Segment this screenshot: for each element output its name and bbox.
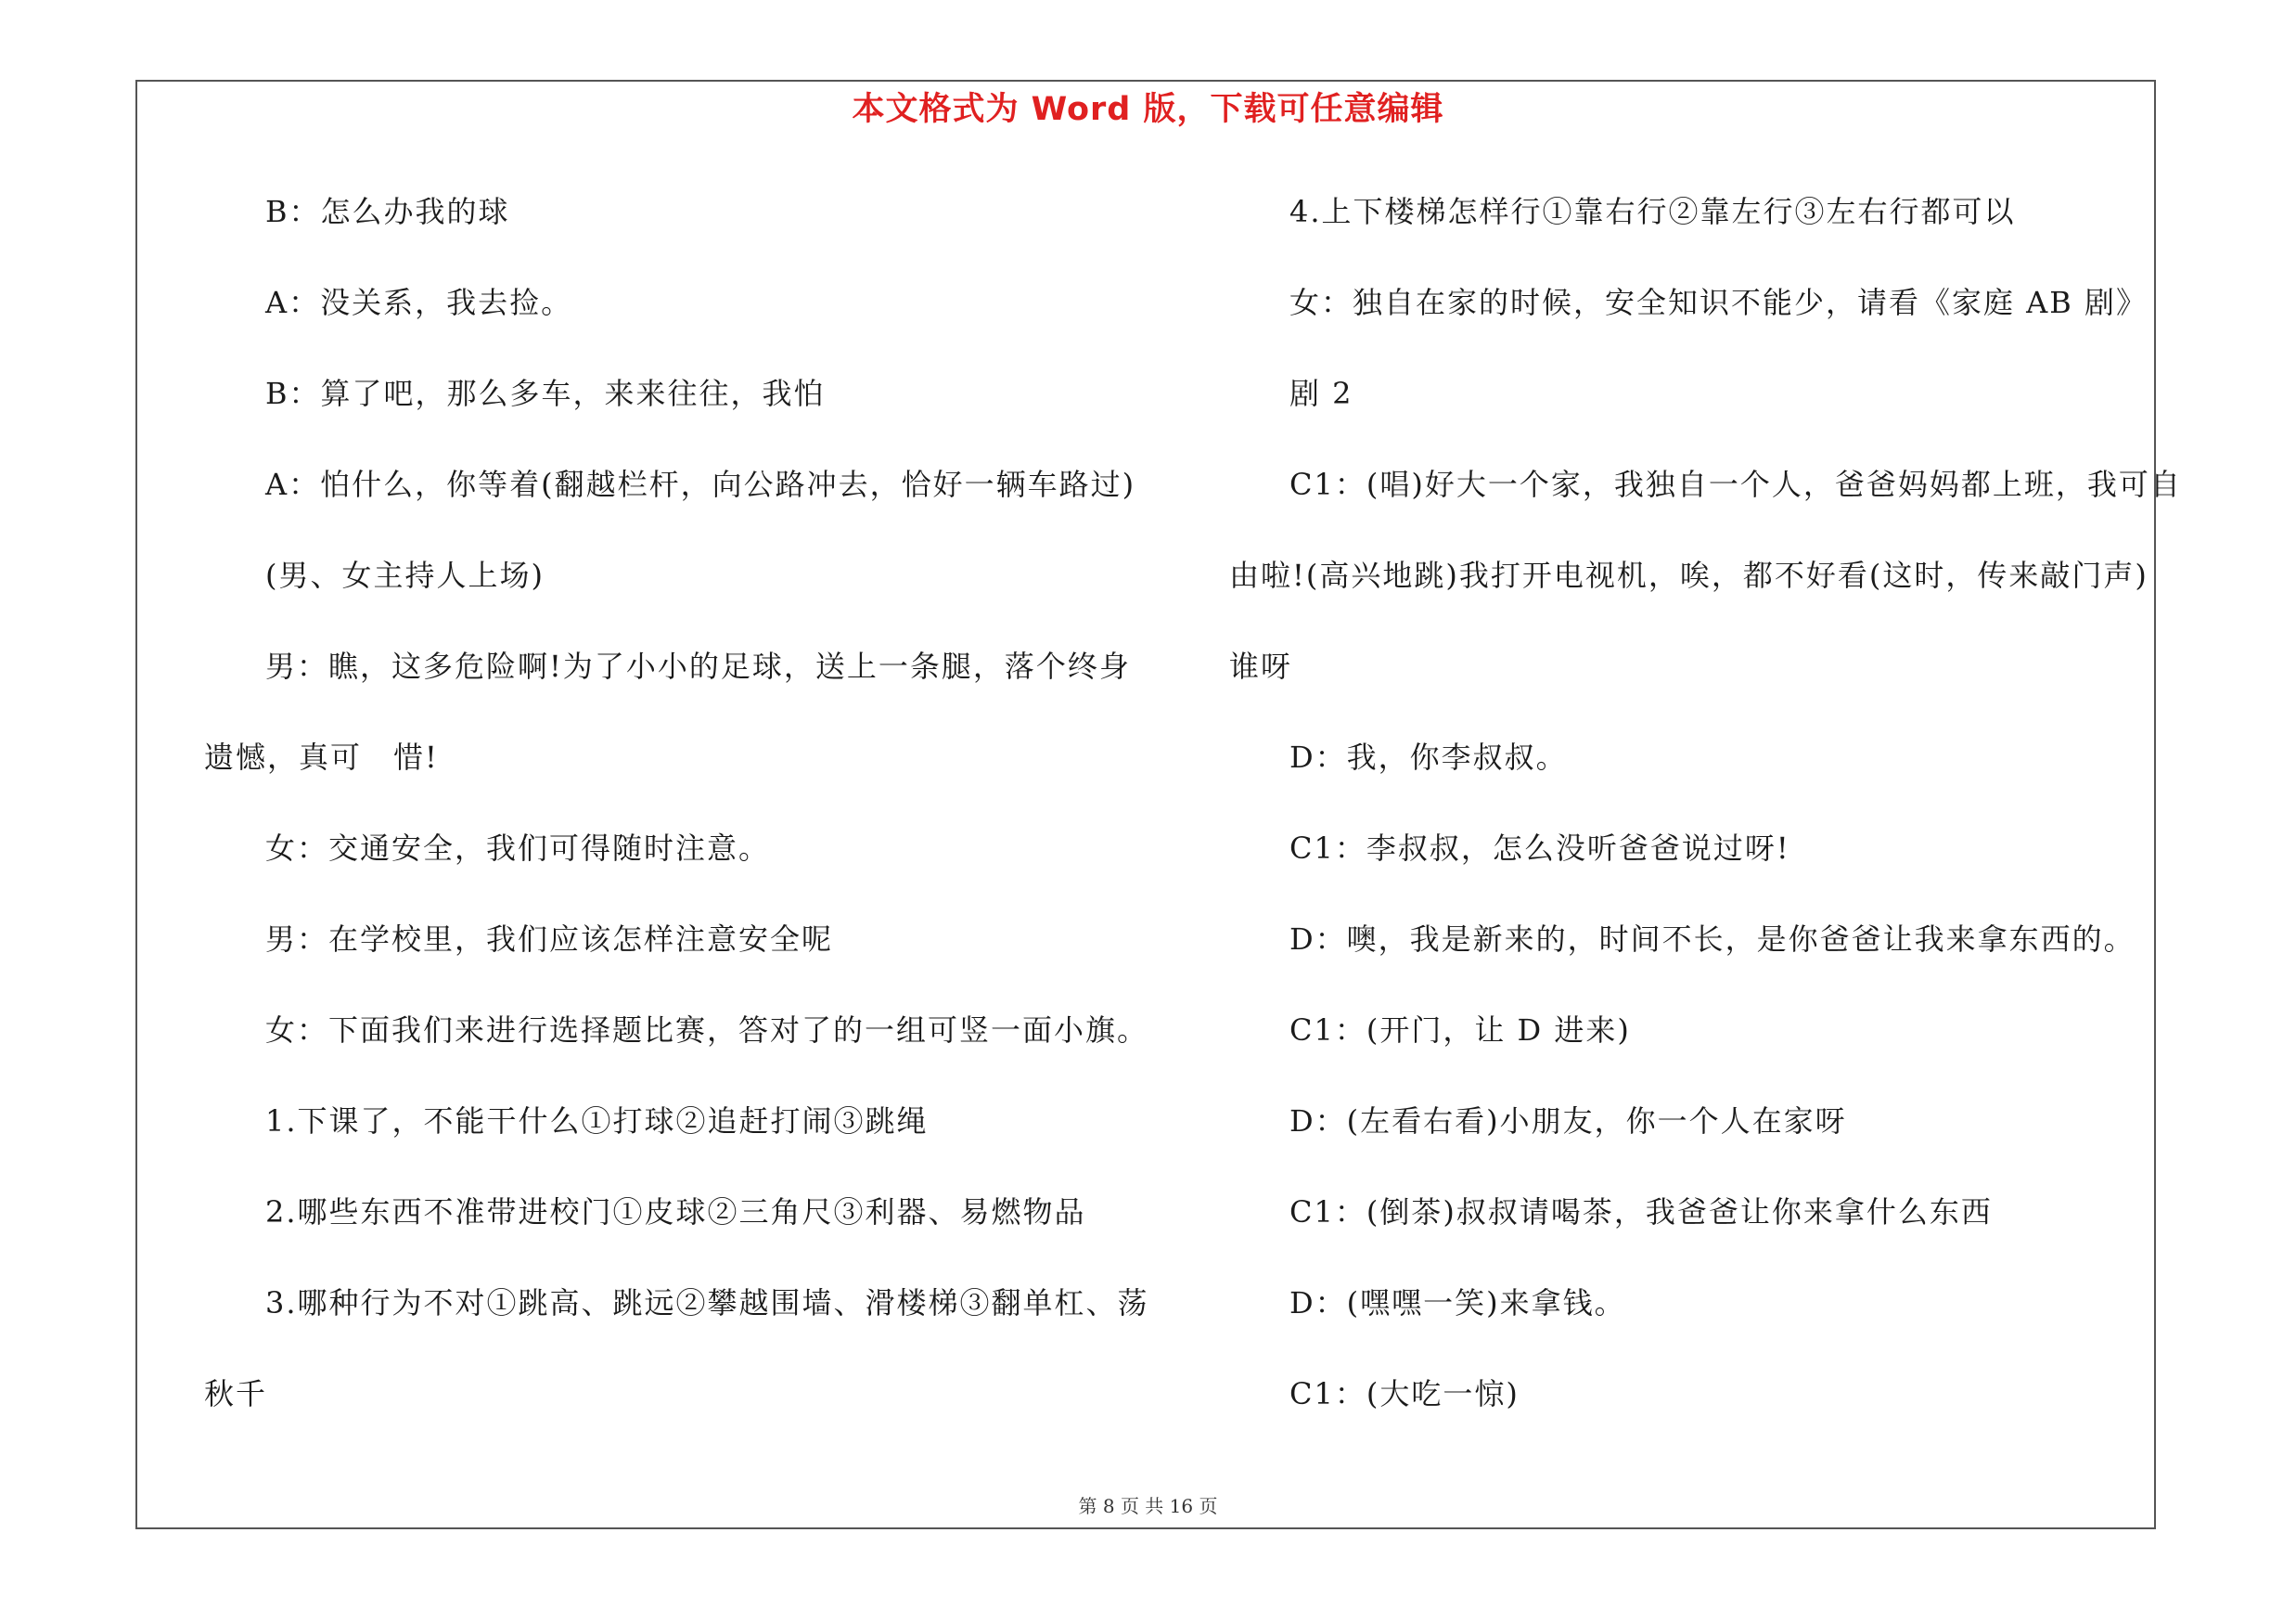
left-line-14: 秋千 <box>204 1376 268 1411</box>
left-line-11: 1.下课了，不能干什么①打球②追赶打闹③跳绳 <box>265 1103 929 1139</box>
right-line-12: C1：(倒茶)叔叔请喝茶，我爸爸让你来拿什么东西 <box>1289 1194 1993 1230</box>
right-line-10: C1：(开门，让 D 进来) <box>1289 1012 1631 1048</box>
right-line-7: D：我，你李叔叔。 <box>1289 740 1568 775</box>
left-line-4: A：怕什么，你等着(翻越栏杆，向公路冲去，恰好一辆车路过) <box>265 467 1136 502</box>
right-line-2: 女：独自在家的时候，安全知识不能少，请看《家庭 AB 剧》 <box>1289 285 2148 320</box>
left-line-3: B：算了吧，那么多车，来来往往，我怕 <box>265 376 826 411</box>
left-line-1: B：怎么办我的球 <box>265 194 510 229</box>
left-line-5: (男、女主持人上场) <box>265 558 545 593</box>
right-line-1: 4.上下楼梯怎样行①靠右行②靠左行③左右行都可以 <box>1289 194 2016 229</box>
left-line-7: 遗憾，真可 惜! <box>204 740 439 775</box>
right-line-5: 由啦!(高兴地跳)我打开电视机，唉，都不好看(这时，传来敲门声) <box>1229 558 2148 593</box>
right-line-8: C1：李叔叔，怎么没听爸爸说过呀! <box>1289 831 1790 866</box>
left-line-6: 男：瞧，这多危险啊!为了小小的足球，送上一条腿，落个终身 <box>265 649 1131 684</box>
right-line-9: D：噢，我是新来的，时间不长，是你爸爸让我来拿东西的。 <box>1289 921 2136 957</box>
right-line-13: D：(嘿嘿一笑)来拿钱。 <box>1289 1285 1626 1320</box>
right-line-4: C1：(唱)好大一个家，我独自一个人，爸爸妈妈都上班，我可自 <box>1289 467 2182 502</box>
left-line-9: 男：在学校里，我们应该怎样注意安全呢 <box>265 921 834 957</box>
right-line-11: D：(左看右看)小朋友，你一个人在家呀 <box>1289 1103 1847 1139</box>
page-number-footer: 第 8 页 共 16 页 <box>1078 1495 1218 1517</box>
left-line-12: 2.哪些东西不准带进校门①皮球②三角尺③利器、易燃物品 <box>265 1194 1086 1230</box>
document-header-banner: 本文格式为 Word 版，下载可任意编辑 <box>852 91 1444 128</box>
right-line-3: 剧 2 <box>1289 376 1353 411</box>
right-line-6: 谁呀 <box>1229 649 1293 684</box>
right-line-14: C1：(大吃一惊) <box>1289 1376 1520 1411</box>
left-line-13: 3.哪种行为不对①跳高、跳远②攀越围墙、滑楼梯③翻单杠、荡 <box>265 1285 1149 1320</box>
left-line-8: 女：交通安全，我们可得随时注意。 <box>265 831 771 866</box>
left-line-10: 女：下面我们来进行选择题比赛，答对了的一组可竖一面小旗。 <box>265 1012 1149 1048</box>
left-line-2: A：没关系，我去捡。 <box>265 285 573 320</box>
